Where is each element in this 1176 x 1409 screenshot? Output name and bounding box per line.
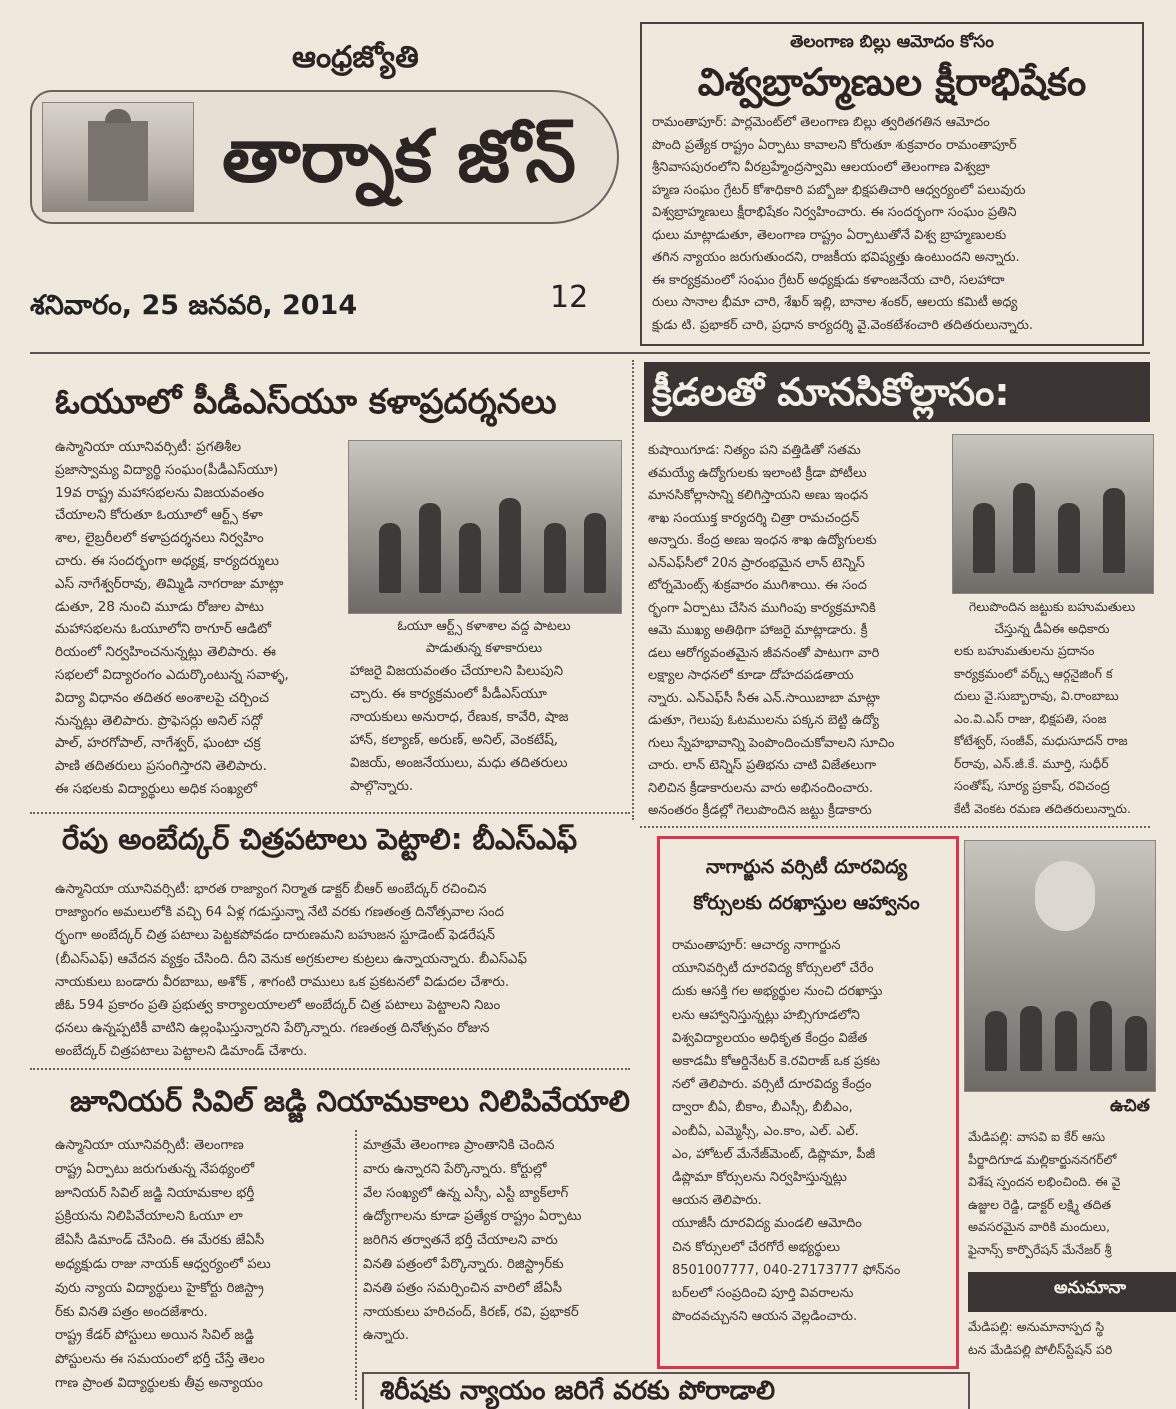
zone-title: తార్నాక జోన్: [222, 114, 576, 198]
ou-story-body-right: హాజరై విజయవంతం చేయాలని పిలుపుని చ్చారు. ఈ కార్యక్రమంలో పీడీఎస్‌యూ నాయకులు అనురాధ, రేణుక, కావేరి, షాజ హాన్, కల్యాణ్, అరుణ్, అనిల్, వెంకటేష్, విజయ్, అంజనేయులు, మధు తదితరులు పాల్గొన్నారు.: [350, 663, 569, 794]
bottom-headline: శిరీషకు న్యాయం జరిగే వరకు పోరాడాలి: [380, 1376, 776, 1406]
sports-story-photo: [952, 434, 1154, 594]
sports-story-body: కుషాయిగూడ: నిత్యం పని వత్తిడితో సతమ తమయ్యే ఉద్యోగులకు ఇలాంటి క్రీడా పోటీలు మానసికోల్లాసాన్ని కలిగిస్తాయని అణు ఇంధన శాఖ సంయుక్త కార్యదర్శి చిత్రా రామచంద్రన్ అన్నారు. కేంద్ర అణు ఇంధన శాఖ ఉద్యోగులకు ఎన్‌ఎఫ్‌సీలో 20న ప్రారంభమైన లాన్ టెన్నిస్ టోర్నమెంట్స్ శుక్రవారం ముగిశాయి. ఈ సంద ర్భంగా ఏర్పాటు చేసిన ముగింపు కార్యక్రమానికి ఆమె ముఖ్య అతిథిగా హాజరై మాట్లాడారు. క్రీ డలు ఆరోగ్యవంతమైన జీవనంతో పాటుగా వారి లక్ష్యాల సాధనలో కూడా దోహదపడతాయ న్నారు. ఎన్‌ఎఫ్‌సీ సీఈ ఎన్.సాయిబాబా మాట్లా డుతూ, గెలుపు ఓటములను పక్కన బెట్టి ఉద్యో గులు స్నేహభావాన్ని పెంపొందించుకోవాలని సూచిం చారు. లాన్ టెన్నిస్ ప్రతిభను చాటి విజేతలుగా నిలిచిన క్రీడాకారులను వారు అభినందించారు. అనంతరం క్రీడల్లో గెలుపొందిన జట్టు క్రీడాకారు: [648, 443, 895, 818]
judge-story-headline: జూనియర్ సివిల్ జడ్జి నియామకాలు నిలిపివేయాలి: [70, 1084, 630, 1118]
right-column-body: మేడిపల్లి: వాసవి ఐ కేర్ ఆసు పీర్జాదిగూడ మల్లికార్జుననగర్‌లో విశేష స్పందన లభించింది. ఈ వై ఉజ్జుల రెడ్డి, డాక్టర్ లక్ష్మి తదిత అవసరమైన వారికి మందులు, ఫైనాన్స్ కార్పొరేషన్ మేనేజర్ శ్రీ: [968, 1129, 1121, 1257]
nagarjuna-story-body: రామంతాపూర్: ఆచార్య నాగార్జున యూనివర్సిటీ దూరవిద్య కోర్సులలో చేరేం దుకు ఆసక్తి గల అభ్యర్థుల నుంచి దరఖాస్తు లను ఆహ్వానిస్తున్నట్లు హబ్సిగూడలోని విశ్వవిద్యాలయం అధికృత కేంద్రం విజేత అకాడమీ కోఆర్డినేటర్ కె.రవిరాజ్ ఒక ప్రకట నలో తెలిపారు. వర్సిటీ దూరవిద్య కేంద్రం ద్వారా బీఏ, బీకాం, బీఎస్సీ, బీబీఎం, ఎంబీఏ, ఎమ్మెస్సీ, ఎం.కాం, ఎల్. ఎల్. ఎం, హోటల్ మేనేజ్‌మెంట్, డిప్లొమా, పీజీ డిప్లొమా కోర్సులను నిర్వహిస్తున్నట్లు ఆయన తెలిపారు. యూజీసీ దూరవిద్య మండలి ఆమోదిం చిన కోర్సులలో చేరగోరే అభ్యర్థులు 8501007777, 040-27173777 ఫోన్‌నం బర్‌లలో సంప్రదించి పూర్తి వివరాలను పొందవచ్చునని ఆయన వెల్లడించారు.: [672, 938, 901, 1325]
right-column-photo: [964, 840, 1156, 1092]
sports-story-headline: క్రీడలతో మానసికోల్లాసం:: [652, 370, 1010, 414]
ou-story-body: ఉస్మానియా యూనివర్సిటీ: ప్రగతిశీల ప్రజాస్వామ్య విద్యార్థి సంఘం(పీడీఎస్‌యూ) 19వ రాష్ట్ర మహాసభలను విజయవంతం చేయాలని కోరుతూ ఓయూలో ఆర్ట్స్ కళా శాల, లైబ్రరీలలో కళాప్రదర్శనలు నిర్వహిం చారు. ఈ సందర్భంగా అధ్యక్ష, కార్యదర్శులు ఎస్ నాగేశ్వర్‌రావు, తిమ్మిడి నాగరాజు మాట్లా డుతూ, 28 నుంచి మూడు రోజుల పాటు మహాసభలను ఓయూలోని ఠాగూర్ ఆడిటో రియంలో నిర్వహించనున్నట్లు తెలిపారు. ఈ సభలలో విద్యారంగం ఎదుర్కొంటున్న సవాళ్ళ, విద్యా విధానం తదితర అంశాలపై చర్చించ నున్నట్లు తెలిపారు. ప్రొఫెసర్లు అనిల్ సద్గో పాల్, హరగోపాల్, నాగేశ్వర్, ఘంటా చక్ర పాణి తదితరులు ప్రసంగిస్తారని తెలిపారు. ఈ సభలకు విద్యార్థులు అధిక సంఖ్యలో: [55, 439, 289, 797]
sports-story-photo-caption: గెలుపొందిన జట్టుకు బహుమతులు చేస్తున్న డీఏఈ అధికారు: [968, 599, 1136, 636]
ou-story-photo-caption: ఓయూ ఆర్ట్స్ కళాశాల వద్ద పాటలు పాడుతున్న కళాకారులు: [397, 619, 571, 656]
masthead-divider: [30, 352, 1150, 354]
right-column-label: ఉచిత: [1110, 1096, 1150, 1116]
judge-story-body-right: మాత్రమే తెలంగాణ ప్రాంతానికి చెందిన వారు ఉన్నారని పేర్కొన్నారు. కోర్టుల్లో వేల సంఖ్యలో ఉన్న ఎస్సీ, ఎస్టీ బ్యాక్‌లాగ్ ఉద్యోగాలను కూడా ప్రత్యేక రాష్ట్రం ఏర్పాటు జరిగిన తర్వాతనే భర్తీ చేయాలని వారు వినతి పత్రంలో పేర్కొన్నారు. రిజిస్ట్రార్‌కు వినతి పత్రం సమర్పించిన వారిలో జేఏసీ నాయకులు హరిచంద్, కిరణ్, రవి, ప్రభాకర్ ఉన్నారు.: [363, 1138, 582, 1344]
column-divider: [632, 360, 634, 820]
section-divider: [30, 812, 630, 814]
judge-story-body-left: ఉస్మానియా యూనివర్సిటీ: తెలంగాణ రాష్ట్ర ఏర్పాటు జరుగుతున్న నేపథ్యంలో జూనియర్ సివిల్ జడ్జి నియామకాల భర్తీ ప్రక్రియను నిలిపివేయాలని ఓయూ లా జేఏసీ డిమాండ్ చేసింది. ఈ మేరకు జేఏసీ అధ్యక్షుడు రాజు నాయక్ ఆధ్వర్యంలో పలు వురు న్యాయ విద్యార్థులు హైకోర్టు రిజిస్ట్రా ర్‌కు వినతి పత్రం అందజేశారు. రాష్ట్ర కేడర్ పోస్టులు అయిన సివిల్ జడ్జి పోస్టులను ఈ సమయంలో భర్తీ చేస్తే తెలం గాణ ప్రాంత విద్యార్థులకు తీవ్ర అన్యాయం: [55, 1138, 271, 1391]
page-number: 12: [550, 280, 589, 315]
nagarjuna-story-headline-1: నాగార్జున వర్సిటీ దూరవిద్య: [705, 856, 908, 878]
section-divider: [30, 1068, 630, 1070]
section-divider: [640, 826, 1150, 828]
nagarjuna-story-headline-2: కోర్సులకు దరఖాస్తుల ఆహ్వానం: [693, 892, 920, 914]
issue-date: శనివారం, 25 జనవరి, 2014: [30, 290, 358, 321]
ambedkar-story-body: ఉస్మానియా యూనివర్సిటీ: భారత రాజ్యాంగ నిర్మాత డాక్టర్ బీఆర్ అంబేద్కర్ రచించిన రాజ్యాంగం అమలులోకి వచ్చి 64 ఏళ్ల గడుస్తున్నా నేటి వరకు గణతంత్ర దినోత్సవాల సంద ర్భంగా అంబేద్కర్ చిత్ర పటాలు పెట్టకపోవడం దారుణమని బహుజన స్టూడెంట్ ఫెడరేషన్ (బీఎస్‌ఎఫ్) ఆవేదన వ్యక్తం చేసింది. దీని వెనుక అగ్రకులాల కుట్రలు ఉన్నాయన్నారు. బీఎస్‌ఎఫ్ నాయకులు బండారు వీరబాబు, అశోక్ , శాగంటి రాములు ఒక ప్రకటనలో విడుదల చేశారు. జీఓ 594 ప్రకారం ప్రతి ప్రభుత్వ కార్యాలయాలలో అంబేద్కర్ చిత్ర పటాలు పెట్టాలని నిబం ధనలు ఉన్నప్పటికీ వాటిని ఉల్లంఘిస్తున్నారని పేర్కొన్నారు. గణతంత్ర దినోత్సవం రోజున అంబేద్కర్ చిత్రపటాలు పెట్టాలని డిమాండ్ చేశారు.: [55, 882, 527, 1060]
sports-story-body-right: లకు బహుమతులను ప్రదానం కార్యక్రమంలో వర్క్స్ ఆర్గనైజింగ్ క దులు వై.సుబ్బారావు, వి.రాంబాబు ఎం.వి.ఎస్ రాజు, భిక్షపతి, సంజ కోటేశ్వర్, సంజీవ్, మధుసూదన్ రాజ ర్‌రావు, ఎన్.జీ.కే. మూర్తి, సుధీర్ సంతోష్, సూర్య ప్రకాష్, రవిచంద్ర కేటీ వెంకట రమణ తదితరులున్నారు.: [954, 643, 1131, 816]
top-story-box: [640, 22, 1144, 346]
column-divider: [355, 1130, 357, 1400]
right-column-bottom-head: అనుమానా: [1054, 1278, 1126, 1298]
top-story-kicker: తెలంగాణ బిల్లు ఆమోదం కోసం: [790, 32, 994, 52]
ou-story-photo: [348, 440, 622, 614]
building-image: [42, 102, 194, 212]
masthead: [30, 28, 630, 328]
ambedkar-story-headline: రేపు అంబేద్కర్ చిత్రపటాలు పెట్టాలి: బీఎస్‌ఎఫ్: [62, 822, 578, 856]
ou-story-headline: ఓయూలో పీడీఎస్‌యూ కళాప్రదర్శనలు: [55, 382, 557, 422]
top-story-body: రామంతాపూర్: పార్లమెంట్‌లో తెలంగాణ బిల్లు త్వరితగతిన ఆమోదం పొంది ప్రత్యేక రాష్ట్రం ఏర్పాటు కావాలని కోరుతూ శుక్రవారం రామంతాపూర్ శ్రీనివాసపురంలోని వీరబ్రహ్మేంద్రస్వామి ఆలయంలో తెలంగాణ విశ్వబ్రా హ్మణ సంఘం గ్రేటర్ కోశాధికారి పబ్బోజు భిక్షపతిచారి ఆధ్వర్యంలో పలువురు విశ్వబ్రాహ్మణులు క్షీరాభిషేకం నిర్వహించారు. ఈ సందర్భంగా సంఘం ప్రతిని ధులు మాట్లాడుతూ, తెలంగాణ రాష్ట్రం ఏర్పాటుతోనే విశ్వ బ్రాహ్మణులకు తగిన న్యాయం జరుగుతుందని, రాజకీయ భవిష్యత్తు ఉంటుందని అన్నారు. ఈ కార్యక్రమంలో సంఘం గ్రేటర్ అధ్యక్షుడు కళాంజనేయ చారి, సలహాదా రులు సానాల భీమా చారి, శేఖర్ ఇల్లి, బానాల శంకర్, ఆలయ కమిటీ అధ్య క్షుడు టి. ప్రభాకర్ చారి, ప్రధాన కార్యదర్శి వై.వెంకటేశంచారి తదితరులున్నారు.: [652, 115, 1033, 333]
top-story-headline: విశ్వబ్రాహ్మణుల క్షీరాభిషేకం: [697, 60, 1087, 104]
paper-name: ఆంధ్రజ్యోతి: [292, 40, 419, 75]
right-column-bottom-body: మేడిపల్లి: అనుమానాస్పద స్థి టన మేడిపల్లి పోలీస్‌స్టేషన్ పరి: [968, 1319, 1113, 1357]
